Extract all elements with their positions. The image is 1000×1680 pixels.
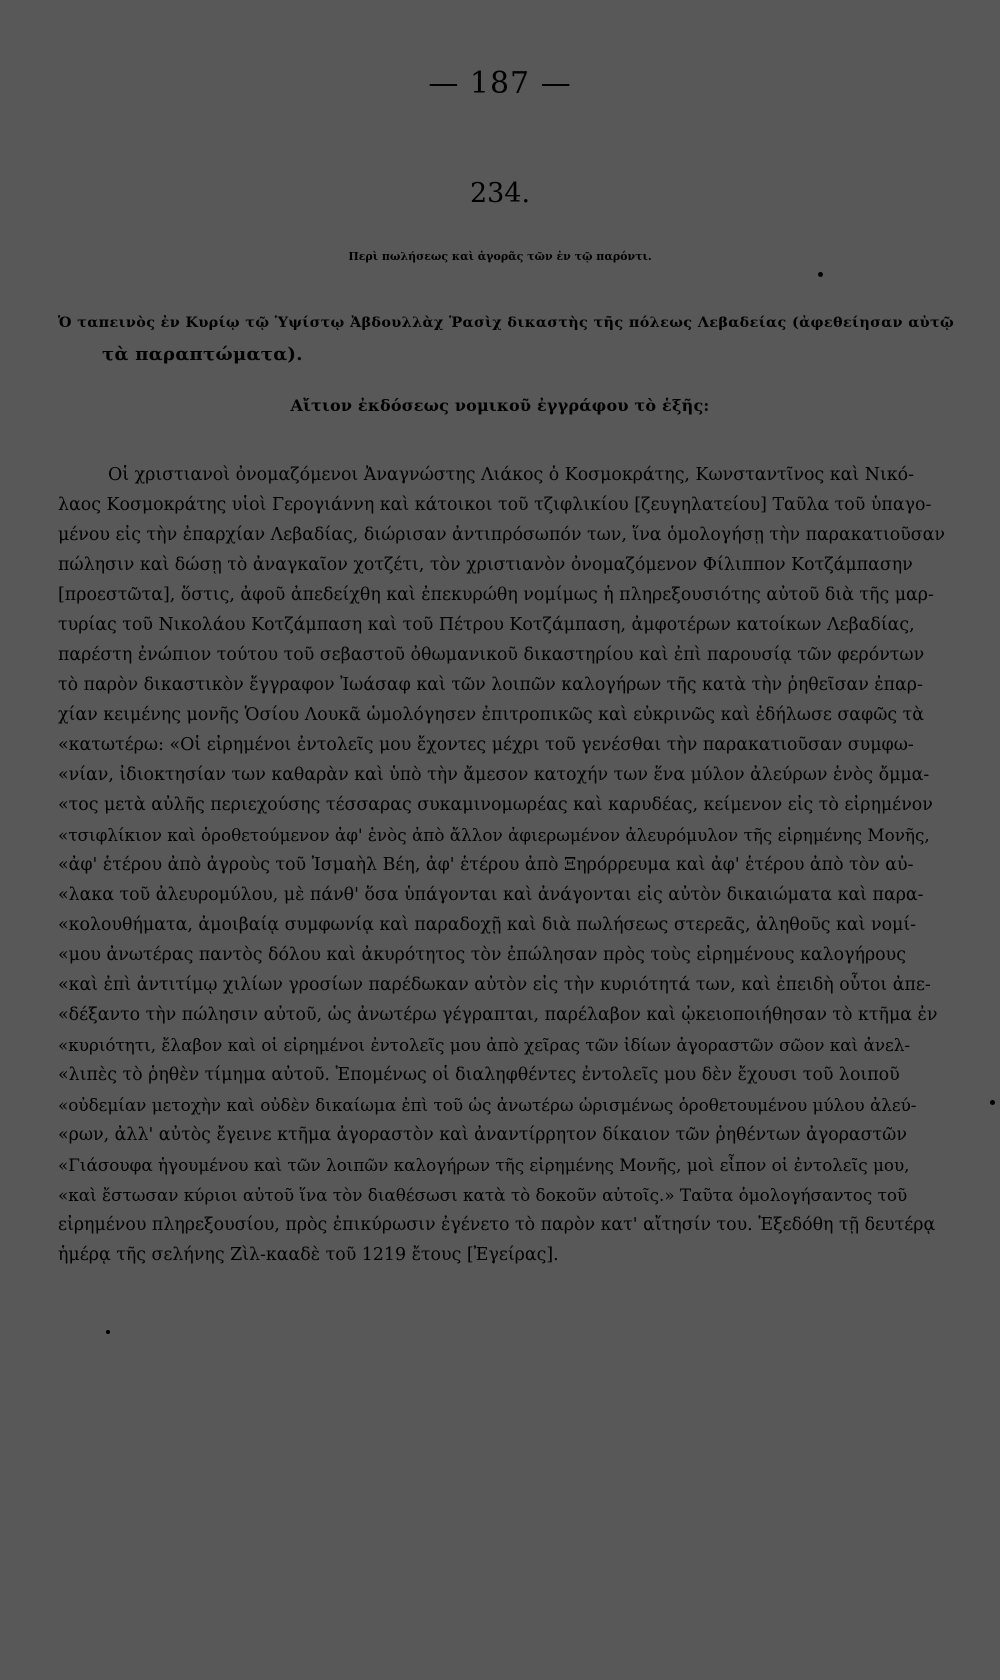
body-line: μένου εἰς τὴν ἐπαρχίαν Λεβαδίας, διώρισαν ἀντιπρόσωπόν των, ἵνα ὁμολογήσῃ τὴν παρακατιοῦσαν [58, 525, 945, 545]
section-title: Αἴτιον ἐκδόσεως νομικοῦ ἐγγράφου τὸ ἑξῆς: [290, 396, 710, 415]
header-line: Ὁ ταπεινὸς ἐν Κυρίῳ τῷ Ὑψίστῳ Ἀβδουλλὰχ Ῥασὶχ δικαστὴς τῆς πόλεως Λεβαδείας (ἀφεθείησαν αὐτῷ [58, 314, 955, 331]
body-line: «τος μετὰ αὐλῆς περιεχούσης τέσσαρας συκαμινομωρέας καὶ καρυδέας, κείμενον εἰς τὸ εἰρημένον [58, 795, 933, 815]
body-line: «νίαν, ἰδιοκτησίαν των καθαρὰν καὶ ὑπὸ τὴν ἄμεσον κατοχήν των ἕνα μύλον ἀλεύρων ἑνὸς ὄμμα- [58, 765, 930, 785]
body-line: «Γιάσουφα ἡγουμένου καὶ τῶν λοιπῶν καλογήρων τῆς εἰρημένης Μονῆς, μοὶ εἶπον οἱ ἐντολεῖς μου, [58, 1155, 910, 1175]
body-line: «ἀφ' ἑτέρου ἀπὸ ἀγροὺς τοῦ Ἰσμαὴλ Βέη, ἀφ' ἑτέρου ἀπὸ Ξηρόρρευμα καὶ ἀφ' ἑτέρου ἀπὸ τὸν αὐ- [58, 855, 914, 875]
page-number: — 187 — [428, 66, 572, 101]
issuer-header [58, 307, 958, 371]
body-line: ἡμέρᾳ τῆς σελήνης Ζὶλ-κααδὲ τοῦ 1219 ἔτους [Ἐγείρας]. [58, 1245, 559, 1265]
body-line: «κατωτέρω: «Οἱ εἰρημένοι ἐντολεῖς μου ἔχοντες μέχρι τοῦ γενέσθαι τὴν παρακατιοῦσαν συμφω- [58, 735, 914, 755]
body-line: παρέστη ἐνώπιον τούτου τοῦ σεβαστοῦ ὀθωμανικοῦ δικαστηρίου καὶ ἐπὶ παρουσίᾳ τῶν φερόντων [58, 645, 925, 665]
body-line: λαος Κοσμοκράτης υἱοὶ Γερογιάννη καὶ κάτοικοι τοῦ τζιφλικίου [ζευγηλατείου] Ταῦλα τοῦ ὑπαγο- [58, 495, 932, 515]
document-number: 234. [469, 178, 531, 209]
stray-mark [818, 272, 823, 277]
body-line: πώλησιν καὶ δώσῃ τὸ ἀναγκαῖον χοτζέτι, τὸν χριστιανὸν ὀνομαζόμενον Φίλιππον Κοτζάμπασην [58, 555, 913, 575]
body-line: «κυριότητι, ἔλαβον καὶ οἱ εἰρημένοι ἐντολεῖς μου ἀπὸ χεῖρας τῶν ἰδίων ἀγοραστῶν σῶον καὶ ἀνελ- [58, 1035, 911, 1055]
body-line: «καὶ ἐπὶ ἀντιτίμῳ χιλίων γροσίων παρέδωκαν αὐτὸν εἰς τὴν κυριότητά των, καὶ ἐπειδὴ οὗτοι ἀπε- [58, 975, 931, 995]
body-line: χίαν κειμένης μονῆς Ὁσίου Λουκᾶ ὡμολόγησεν ἐπιτροπικῶς καὶ εὐκρινῶς καὶ ἐδήλωσε σαφῶς τὰ [58, 705, 925, 725]
body-line: «μου ἀνωτέρας παντὸς δόλου καὶ ἀκυρότητος τὸν ἐπώλησαν πρὸς τοὺς εἰρημένους καλογήρους [58, 945, 906, 965]
stray-mark [990, 1100, 995, 1105]
body-line: «λακα τοῦ ἀλευρομύλου, μὲ πάνθ' ὅσα ὑπάγονται καὶ ἀνάγονται εἰς αὐτὸν δικαιώματα καὶ παρα- [58, 885, 924, 905]
body-line: Οἱ χριστιανοὶ ὀνομαζόμενοι Ἀναγνώστης Λιάκος ὁ Κοσμοκράτης, Κωνσταντῖνος καὶ Νικό- [108, 465, 914, 485]
body-line: «οὐδεμίαν μετοχὴν καὶ οὐδὲν δικαίωμα ἐπὶ τοῦ ὡς ἀνωτέρω ὡρισμένως ὁροθετουμένου μύλου ἀλεύ- [58, 1095, 917, 1115]
body-line: «δέξαντο τὴν πώλησιν αὐτοῦ, ὡς ἀνωτέρω γέγραπται, παρέλαβον καὶ ᾠκειοποιήθησαν τὸ κτῆμα ἐν [58, 1005, 938, 1025]
body-line: «καὶ ἔστωσαν κύριοι αὐτοῦ ἵνα τὸν διαθέσωσι κατὰ τὸ δοκοῦν αὐτοῖς.» Ταῦτα ὁμολογήσαντος τοῦ [58, 1185, 908, 1205]
body-line: εἰρημένου πληρεξουσίου, πρὸς ἐπικύρωσιν ἐγένετο τὸ παρὸν κατ' αἴτησίν του. Ἐξεδόθη τῇ δευτέρᾳ [58, 1215, 936, 1235]
body-line: «ρων, ἀλλ' αὐτὸς ἔγεινε κτῆμα ἀγοραστὸν καὶ ἀναντίρρητον δίκαιον τῶν ῥηθέντων ἀγοραστῶν [58, 1125, 907, 1145]
body-line: «κολουθήματα, ἀμοιβαίᾳ συμφωνίᾳ καὶ παραδοχῇ καὶ διὰ πωλήσεως στερεᾶς, ἀληθοῦς καὶ νομί- [58, 915, 917, 935]
body-line: [προεστῶτα], ὅστις, ἀφοῦ ἀπεδείχθη καὶ ἐπεκυρώθη νομίμως ἡ πληρεξουσιότης αὐτοῦ διὰ τῆς μαρ- [58, 585, 934, 605]
body-line: τὸ παρὸν δικαστικὸν ἔγγραφον Ἰωάσαφ καὶ τῶν λοιπῶν καλογήρων τῆς κατὰ τὴν ῥηθεῖσαν ἐπαρ- [58, 675, 923, 695]
document-subject: Περὶ πωλήσεως καὶ ἀγορᾶς τῶν ἐν τῷ παρόντι. [348, 250, 652, 263]
document-body [58, 460, 948, 1270]
stray-mark [106, 1330, 110, 1334]
header-line: τὰ παραπτώματα). [102, 344, 303, 365]
body-line: «λιπὲς τὸ ῥηθὲν τίμημα αὐτοῦ. Ἑπομένως οἱ διαληφθέντες ἐντολεῖς μου δὲν ἔχουσι τοῦ λοιποῦ [58, 1065, 900, 1085]
body-line: «τσιφλίκιον καὶ ὁροθετούμενον ἀφ' ἑνὸς ἀπὸ ἄλλον ἀφιερωμένον ἀλευρόμυλον τῆς εἰρημένης Μονῆς, [58, 825, 930, 845]
body-line: τυρίας τοῦ Νικολάου Κοτζάμπαση καὶ τοῦ Πέτρου Κοτζάμπαση, ἀμφοτέρων κατοίκων Λεβαδίας, [58, 615, 915, 635]
